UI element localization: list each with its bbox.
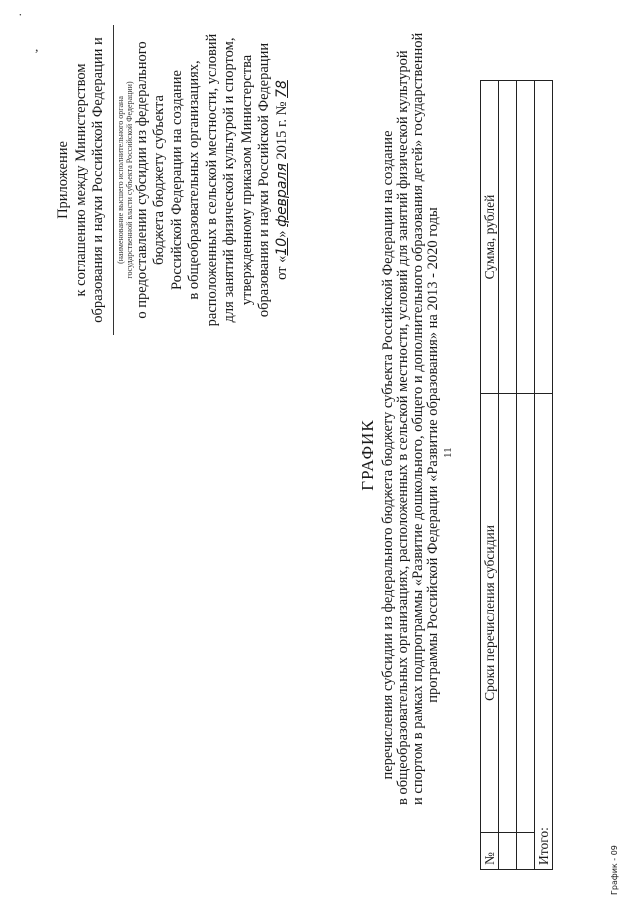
heading-line: перечисления субсидии из федерального бюджета бюджету субъекта Российской Федерации на создание — [380, 130, 396, 780]
schedule-table — [480, 80, 553, 870]
table-cell — [499, 833, 517, 870]
header-dates: Сроки перечисления субсидии — [481, 394, 499, 833]
table-total-row — [535, 81, 553, 870]
caption-line: (наименование высшего исполнительного органа — [115, 96, 125, 264]
heading-line: в общеобразовательных организациях, расположенных в сельской местности, условий для занятий физической культурой — [395, 50, 411, 805]
table-row — [499, 81, 517, 870]
appendix-body-line: образования и науки Российской Федерации — [256, 42, 272, 318]
page-number: 11 — [442, 447, 454, 458]
handwritten-day: 10 — [273, 237, 290, 256]
heading-line: и спортом в рамках подпрограммы «Развитие дошкольного, общего и дополнительного образования детей» государственной — [410, 32, 426, 805]
handwritten-number: 78 — [273, 80, 290, 98]
appendix-body-line: Российской Федерации на создание — [168, 70, 185, 290]
date-line: от «10» февраля 2015 г. № 78 — [273, 80, 290, 280]
appendix-body-line: утвержденному приказом Министерства — [238, 54, 255, 306]
table-cell — [517, 81, 535, 394]
appendix-body-line: бюджета бюджету субъекта — [151, 95, 167, 265]
heading-line: программы Российской Федерации «Развитие образования» на 2013 - 2020 годы — [425, 207, 441, 703]
scan-mark: ˙ — [18, 12, 23, 27]
appendix-line: образования и науки Российской Федерации и — [90, 37, 106, 323]
appendix-body-line: в общеобразовательных организациях, — [186, 60, 202, 300]
appendix-body-line: о предоставлении субсидии из федерального — [133, 41, 150, 319]
table-cell — [517, 833, 535, 870]
header-number: № — [481, 833, 499, 870]
fill-in-line — [113, 25, 114, 335]
handwritten-month: февраля — [273, 163, 290, 227]
footer-label: График - 09 — [610, 845, 619, 895]
appendix-body-line: расположенных в сельской местности, условий — [203, 33, 220, 327]
table-cell — [499, 81, 517, 394]
appendix-title: Приложение — [55, 141, 71, 219]
table-cell — [517, 394, 535, 833]
table-row — [517, 81, 535, 870]
table-header-row — [481, 81, 499, 870]
heading-title: ГРАФИК — [358, 419, 377, 491]
total-value — [535, 81, 553, 394]
header-amount: Сумма, рублей — [481, 81, 499, 394]
appendix-body-line: для занятий физической культурой и спортом, — [221, 37, 237, 323]
schedule-heading — [358, 32, 441, 805]
appendix-block — [55, 15, 291, 345]
caption-line: государственной власти субъекта Российской Федерации) — [124, 81, 134, 279]
total-label: Итого: — [535, 394, 553, 870]
table-cell — [499, 394, 517, 833]
appendix-line: к соглашению между Министерством — [72, 63, 89, 297]
scan-mark: , — [35, 40, 39, 55]
